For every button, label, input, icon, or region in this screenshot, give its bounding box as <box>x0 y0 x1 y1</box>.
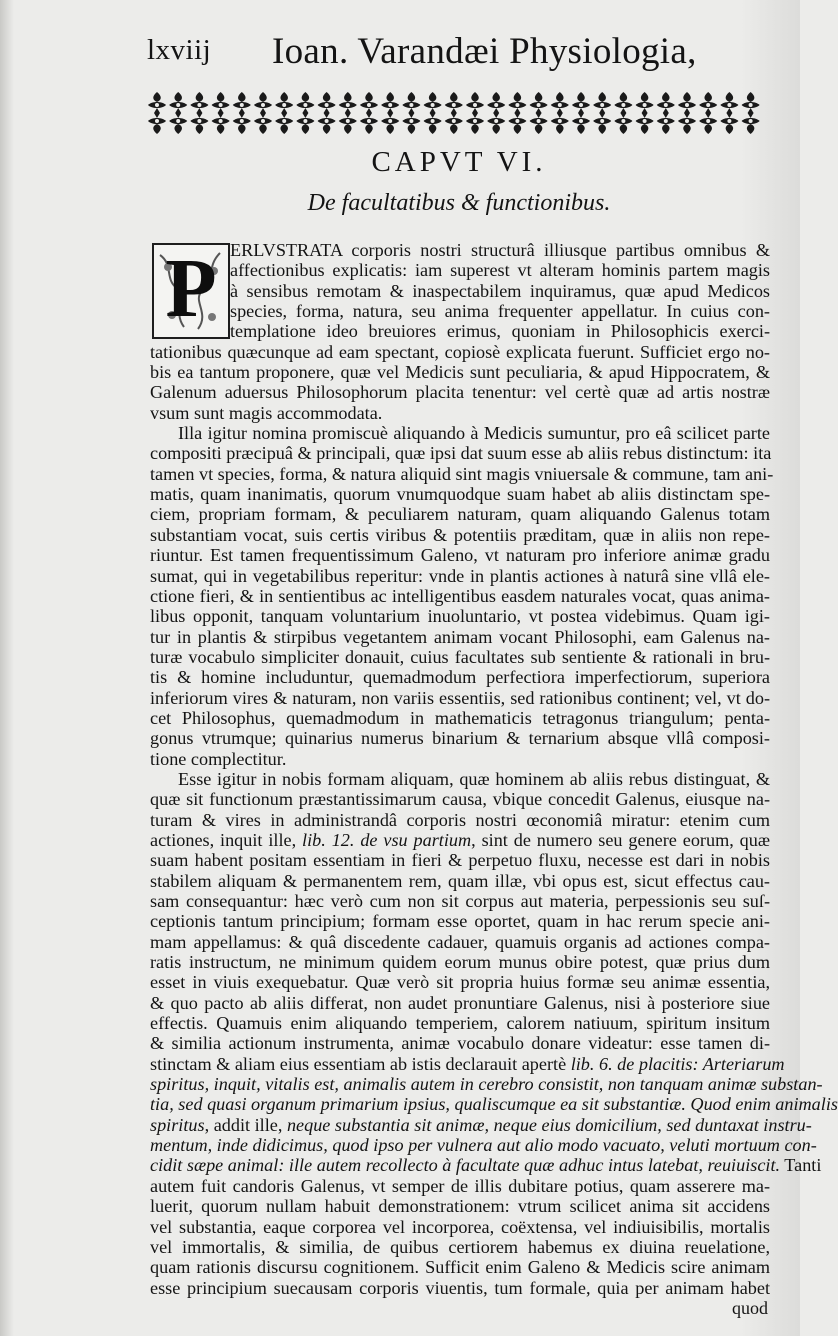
text-line <box>150 484 770 504</box>
text-segment: compositi præcipuâ & principali, quæ ipsi dat suum esse ab aliis rebus distinctum: ita <box>150 443 772 464</box>
text-segment: Tanti <box>780 1155 822 1176</box>
fleuron-icon <box>636 113 654 134</box>
chapter-subheading: De facultatibus & functionibus. <box>307 190 611 216</box>
fleuron-icon <box>254 92 272 113</box>
text-line <box>150 830 770 850</box>
fleuron-icon <box>402 113 420 134</box>
text-segment: species, forma, natura, seu anima frequenter appellatur. In cuius con- <box>230 301 770 322</box>
text-segment: quam rationis discursu cognitionem. Sufficit enim Galeno & Medicis scire animam <box>150 1257 770 1278</box>
fleuron-icon <box>318 92 336 113</box>
italic-text-segment: neque substantia sit animæ, neque eius domicilium, sed duntaxat instru- <box>286 1114 812 1135</box>
fleuron-icon <box>530 92 548 113</box>
text-segment: ceptionis tantum principium; formam esse oportet, quam in hac rerum specie ani- <box>150 911 770 932</box>
text-segment: substantiam vocat, suis certis viribus & potentiis præditam, quæ in aliis non repe- <box>150 524 770 545</box>
fleuron-icon <box>424 113 442 134</box>
fleuron-icon <box>148 92 166 113</box>
fleuron-icon <box>678 113 696 134</box>
fleuron-icon <box>169 113 187 134</box>
text-segment: à sensibus remotam & inaspectabilem inquiramus, quæ apud Medicos <box>230 280 770 301</box>
text-line <box>150 443 770 463</box>
fleuron-icon <box>296 113 314 134</box>
text-segment: riuntur. Est tamen frequentissimum Galeno, vt naturam pro inferiore animæ gradu <box>150 545 770 566</box>
running-header <box>147 30 777 80</box>
text-segment: , addit ille, <box>204 1114 287 1135</box>
fleuron-icon <box>254 113 272 134</box>
fleuron-icon <box>296 92 314 113</box>
fleuron-icon <box>657 92 675 113</box>
fleuron-icon <box>508 113 526 134</box>
fleuron-icon <box>530 113 548 134</box>
page-number: lxviij <box>147 34 212 66</box>
fleuron-icon <box>424 92 442 113</box>
body-text <box>150 240 838 1298</box>
text-segment: matis, quam inanimatis, quorum vnumquodque suam habet ab aliis distinctam spe- <box>150 484 770 505</box>
text-line <box>150 1155 822 1176</box>
text-segment: ctione fieri, & in sentientibus ac intelligentibus easdem naturales vocat, quas anima- <box>150 585 770 606</box>
gutter-shadow <box>0 0 14 1336</box>
fleuron-icon <box>381 92 399 113</box>
fleuron-icon <box>636 92 654 113</box>
text-segment: suam habent positam essentiam in fieri & perpetuo fluxu, necesse est dari in nobis <box>150 850 770 871</box>
text-line <box>150 423 770 443</box>
italic-text-segment: mentum, inde didicimus, quod ipso per vulnera aut alio modo vacuato, veluti mortuum con- <box>150 1135 817 1156</box>
text-segment: ciem, propriam formam, & peculiarem naturam, quam aliquando Galenus totam <box>150 504 770 525</box>
fleuron-icon <box>678 92 696 113</box>
fleuron-icon <box>445 113 463 134</box>
text-segment: mam appellamus: & quâ discedente cadauer, quamuis organis ad actiones compa- <box>150 931 770 952</box>
fleuron-icon <box>593 92 611 113</box>
text-line <box>150 321 770 341</box>
text-line <box>150 1114 812 1135</box>
text-segment: libus opponit, tanquam voluntarium inuoluntario, vt postea videbimus. Quam igi- <box>150 606 770 627</box>
fleuron-icon <box>466 113 484 134</box>
text-line <box>150 1176 770 1196</box>
fleuron-icon <box>614 92 632 113</box>
text-segment: Galenum aduersus Philosophorum placita tenentur: vel certè quæ ad artis nostræ <box>150 382 770 403</box>
text-segment: tis & homine includuntur, quemadmodum perfectiora imperfectiorum, superiora <box>150 667 770 688</box>
text-line <box>150 627 770 647</box>
text-line <box>150 566 770 586</box>
text-line <box>150 850 770 870</box>
text-line <box>150 728 770 748</box>
text-segment: tione complectitur. <box>150 748 287 769</box>
text-segment: effectis. Quamuis enim aliquando temperiem, calorem natiuum, spiritum insitum <box>150 1013 770 1034</box>
fleuron-icon <box>402 92 420 113</box>
text-segment: vel immortalis, & similia, de quibus certiorem habemus ex diuina reuelatione, <box>150 1236 770 1257</box>
text-line <box>150 891 770 911</box>
text-line <box>150 1094 838 1115</box>
fleuron-icon <box>657 113 675 134</box>
fleuron-icon <box>360 113 378 134</box>
text-segment: turam & vires in administrandâ corporis nostri œconomiâ miratur: etenim cum <box>150 809 770 830</box>
text-line <box>150 972 770 992</box>
fleuron-icon <box>190 113 208 134</box>
text-segment: tamen vt species, forma, & natura aliquid sint magis vniuersale & commune, tam ani- <box>150 463 774 484</box>
fleuron-icon <box>169 92 187 113</box>
fleuron-icon <box>381 113 399 134</box>
text-segment: quæ sit functionum præstantissimarum causa, vbique concedit Galenus, eiusque na- <box>150 789 770 810</box>
text-line <box>150 260 770 280</box>
italic-text-segment: spiritus <box>150 1114 205 1135</box>
text-line <box>150 545 770 565</box>
fleuron-icon <box>233 113 251 134</box>
text-segment: vsum sunt magis accommodata. <box>150 402 383 423</box>
text-segment: cet Philosophus, quemadmodum in mathematicis tetragonus triangulum; penta- <box>150 707 770 728</box>
text-segment: tationibus quæcunque ad eam spectant, copiosè explicata fuerunt. Sufficiet ergo no- <box>150 341 770 362</box>
fleuron-icon <box>212 113 230 134</box>
text-line <box>150 301 770 321</box>
fleuron-icon <box>233 92 251 113</box>
fleuron-icon <box>699 113 717 134</box>
text-segment: autem fuit candoris Galenus, vt semper de illis dubitare potius, quam asserere ma- <box>150 1175 770 1196</box>
text-line <box>150 993 770 1013</box>
text-segment: ratis instructum, ne minimum quidem eorum munus obire potest, quæ prius dum <box>150 952 770 973</box>
text-line <box>150 769 770 789</box>
fleuron-icon <box>360 92 378 113</box>
text-segment: sumat, qui in vegetabilibus reperitur: vnde in plantis actiones à naturâ sine vllâ ele- <box>150 565 770 586</box>
text-segment: sam consequantur: hæc verò cum non sit corpus aut materia, perpessionis seu suſ- <box>150 891 770 911</box>
text-line <box>150 647 770 667</box>
text-line <box>150 463 774 484</box>
italic-text-segment: lib. 12. de vsu partium <box>302 829 472 850</box>
text-line <box>150 911 770 931</box>
text-segment: Illa igitur nomina promiscuè aliquando à Medicis sumuntur, pro eâ scilicet parte <box>178 423 770 444</box>
fleuron-icon <box>318 113 336 134</box>
text-line <box>150 789 770 809</box>
text-segment: luerit, quorum nullam habuit demonstrationem: vtrum scilicet anima sit accidens <box>150 1196 770 1217</box>
fleuron-icon <box>551 113 569 134</box>
italic-text-segment: tia, sed quasi organum primarium ipsius, qualiscumque ea sit substantiæ. Quod enim animalis <box>150 1094 838 1115</box>
text-line <box>150 1237 770 1257</box>
fleuron-icon <box>339 113 357 134</box>
text-segment: turæ vocabulo simpliciter donauit, cuius facultates sub sentiente & rationali in bru- <box>150 646 770 667</box>
text-segment: actiones, inquit ille, <box>150 829 303 850</box>
text-line <box>150 1053 785 1074</box>
text-line <box>150 1135 817 1156</box>
text-line <box>150 1278 770 1298</box>
fleuron-icon <box>487 113 505 134</box>
text-segment: esse principium suecausam corporis viuentis, tum formale, quia per animam habet <box>150 1277 770 1298</box>
text-segment: bis ea tantum proponere, quæ vel Medicis sunt peculiaria, & apud Hippocratem, & <box>150 362 770 383</box>
text-line <box>150 708 770 728</box>
italic-text-segment: cidit sæpe animal: ille autem recollecto à facultate quæ adhuc intus latebat, reuiuiscit. <box>150 1155 781 1176</box>
text-line <box>150 667 770 687</box>
italic-text-segment: spiritus, inquit, vitalis est, animalis autem in cerebro consistit, non tanquam animæ substan- <box>150 1074 823 1095</box>
text-segment: & quo pacto ab aliis differat, non audet pronuntiare Galenus, nisi à posteriore siue <box>150 992 770 1013</box>
text-segment: stinctam & aliam eius essentiam ab istis declarauit apertè <box>150 1053 571 1074</box>
drop-cap-letter: P <box>165 242 217 335</box>
text-line <box>150 403 770 423</box>
text-segment: gonus vtrumque; quinarius numerus binarium & ternarium absque vllâ composi- <box>150 728 770 749</box>
text-line <box>150 810 770 830</box>
fleuron-icon <box>699 92 717 113</box>
text-segment: Esse igitur in nobis formam aliquam, quæ hominem ab aliis rebus distinguat, & <box>178 768 770 789</box>
fleuron-icon <box>148 113 166 134</box>
text-line <box>150 749 770 769</box>
text-line <box>150 932 770 952</box>
fleuron-icon <box>466 92 484 113</box>
fleuron-icon <box>742 92 760 113</box>
text-line <box>150 1033 770 1053</box>
text-line <box>150 1257 770 1277</box>
text-segment: inferiorum vires & naturam, non variis essentiis, sed rationibus continent; vel, vt do- <box>150 687 770 708</box>
fleuron-icon <box>275 92 293 113</box>
text-line <box>150 1196 770 1216</box>
text-line <box>150 688 770 708</box>
italic-text-segment: lib. 6. de placitis: Arteriarum <box>570 1053 785 1074</box>
fleuron-icon <box>572 92 590 113</box>
text-line <box>150 240 770 260</box>
text-segment: ERLVSTRATA corporis nostri structurâ illiusque partibus omnibus & <box>230 240 770 260</box>
text-segment: templatione ideo breuiores erimus, quoniam in Philosophicis exerci- <box>230 321 770 342</box>
fleuron-icon <box>339 92 357 113</box>
fleuron-icon <box>593 113 611 134</box>
fleuron-icon <box>445 92 463 113</box>
text-line <box>150 281 770 301</box>
fleuron-icon <box>614 113 632 134</box>
text-line <box>150 362 770 382</box>
fleuron-icon <box>720 113 738 134</box>
fleuron-icon <box>487 92 505 113</box>
text-segment: & similia actionum instrumenta, animæ vocabulo donare videatur: esse tamen di- <box>150 1033 770 1054</box>
fleuron-icon <box>275 113 293 134</box>
fleuron-icon <box>742 113 760 134</box>
text-line <box>150 342 770 362</box>
text-line <box>150 525 770 545</box>
text-line <box>150 606 770 626</box>
text-segment: , sint de numero seu genere eorum, quæ <box>471 829 770 850</box>
text-line <box>150 1013 770 1033</box>
text-segment: tur in plantis & stirpibus vegetantem animam vocant Philosophi, eam Galenus na- <box>150 626 770 647</box>
running-title: Ioan. Varandæi Physiologia, <box>272 31 697 72</box>
fleuron-icon <box>212 92 230 113</box>
text-line <box>150 871 770 891</box>
fleuron-icon <box>508 92 526 113</box>
text-segment: stabilem aliquam & permanentem rem, quam illæ, vbi opus est, sicut effectus cau- <box>150 870 770 891</box>
chapter-heading: CAPVT VI. <box>371 146 547 178</box>
headpiece-ornament <box>148 92 768 134</box>
fleuron-icon <box>190 92 208 113</box>
text-line <box>150 382 770 402</box>
text-line <box>150 1217 770 1237</box>
text-line <box>150 586 770 606</box>
fleuron-icon <box>720 92 738 113</box>
text-segment: affectionibus explicatis: iam superest vt alteram hominis partem magis <box>230 260 770 281</box>
text-segment: vel substantia, eaque corporea vel incorporea, coëxtensa, vel indiuisibilis, mortalis <box>150 1216 770 1237</box>
text-line <box>150 952 770 972</box>
catchword: quod <box>732 1298 768 1318</box>
text-segment: esset in viuis exequebatur. Quæ verò sit propria huius formæ seu animæ essentia, <box>150 972 770 993</box>
text-line <box>150 1074 823 1095</box>
fleuron-icon <box>551 92 569 113</box>
fleuron-icon <box>572 113 590 134</box>
text-line <box>150 504 770 524</box>
